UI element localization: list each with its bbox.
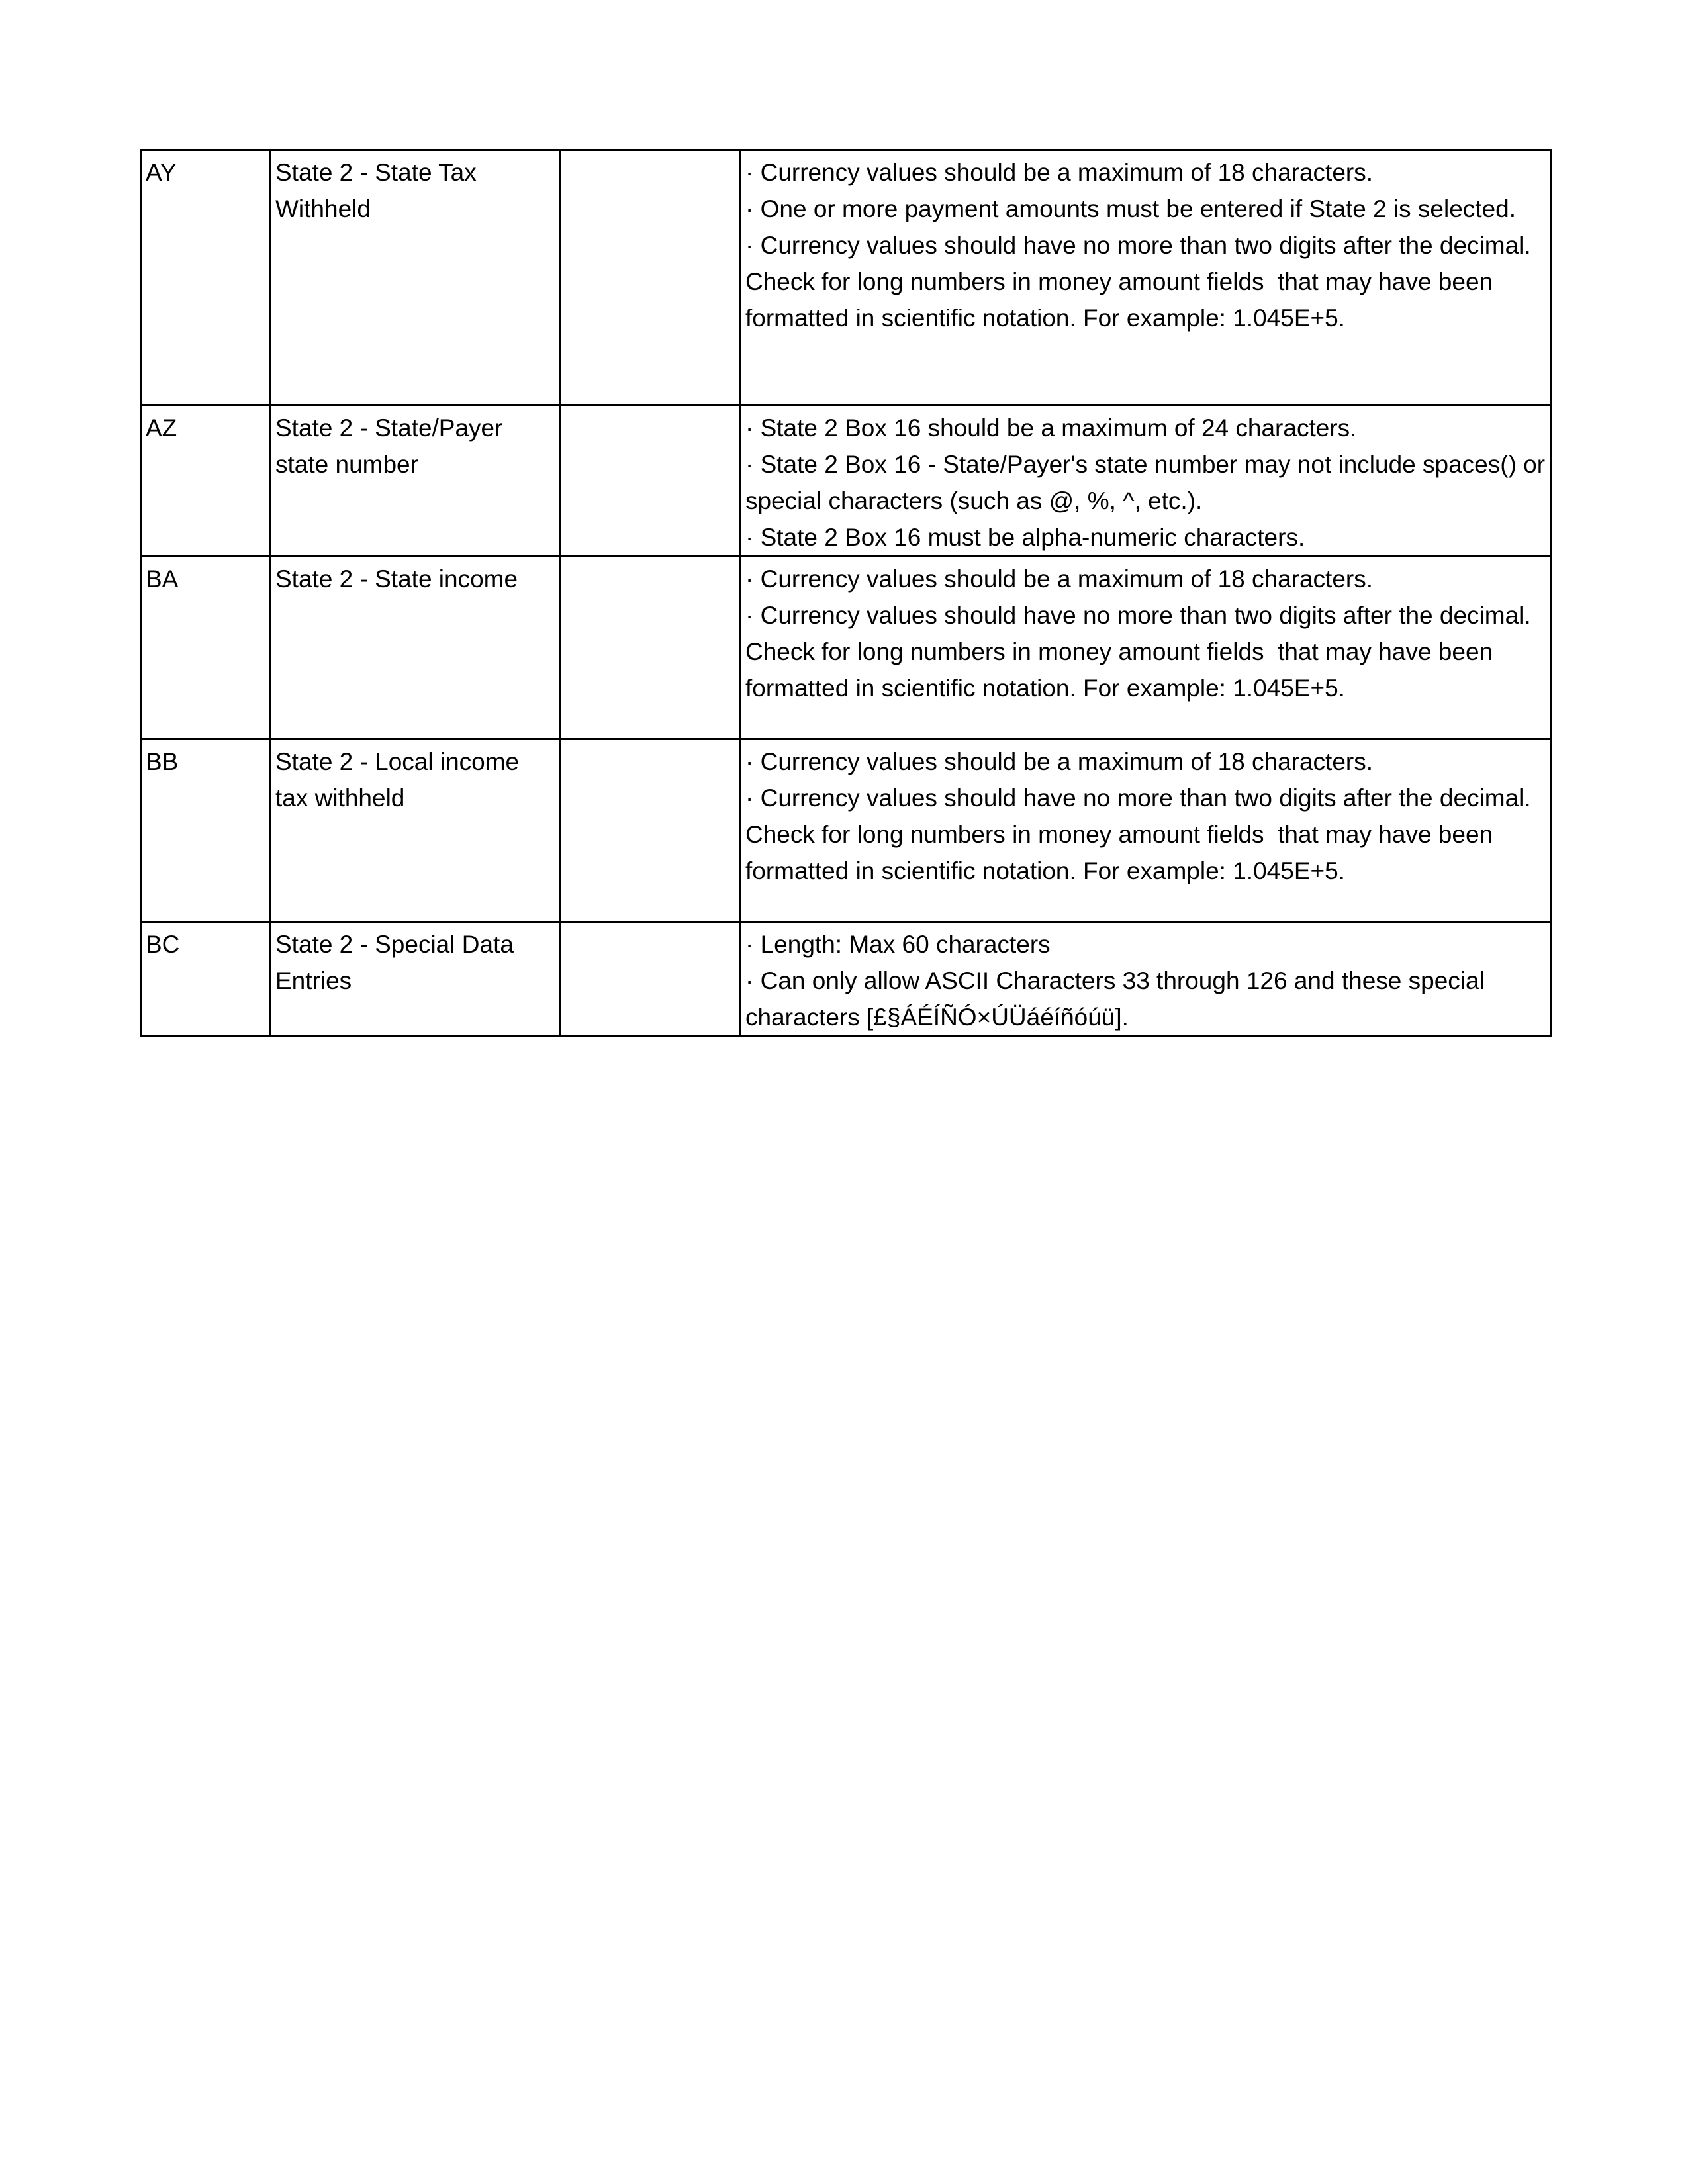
value-cell <box>561 739 741 922</box>
rules-cell <box>741 739 1551 922</box>
rule-item: · State 2 Box 16 must be alpha-numeric characters. <box>745 524 1305 551</box>
column-letter-cell: AZ <box>141 406 271 557</box>
column-letter-cell: BC <box>141 922 271 1037</box>
rule-item: · Currency values should have no more than two digits after the decimal. Check for long numbers in money amount fields that may have been formatted in scientific notation. For example: 1.045E+5. <box>745 602 1538 702</box>
table-row <box>141 150 1551 406</box>
field-name-cell: State 2 - State income <box>271 557 561 739</box>
field-name-cell: State 2 - State/Payer state number <box>271 406 561 557</box>
table-row <box>141 739 1551 922</box>
field-spec-table <box>140 149 1552 1037</box>
field-name-cell: State 2 - Special Data Entries <box>271 922 561 1037</box>
value-cell <box>561 150 741 406</box>
table-row <box>141 922 1551 1037</box>
rule-item: · Currency values should be a maximum of 18 characters. <box>745 565 1374 593</box>
rule-item: · Length: Max 60 characters <box>745 931 1051 958</box>
rule-item: · Can only allow ASCII Characters 33 through 126 and these special characters [£§ÁÉÍÑÓ×ÚÜáéíñóúü]. <box>745 967 1492 1031</box>
rule-item: · State 2 Box 16 should be a maximum of 24 characters. <box>745 414 1357 442</box>
column-letter-cell: BA <box>141 557 271 739</box>
rules-cell <box>741 150 1551 406</box>
column-letter-cell: AY <box>141 150 271 406</box>
rule-item: · One or more payment amounts must be entered if State 2 is selected. <box>745 195 1517 222</box>
rule-item: · Currency values should have no more than two digits after the decimal. Check for long numbers in money amount fields that may have been formatted in scientific notation. For example: 1.045E+5. <box>745 232 1538 332</box>
rules-cell <box>741 406 1551 557</box>
rules-cell <box>741 922 1551 1037</box>
value-cell <box>561 922 741 1037</box>
column-letter-cell: BB <box>141 739 271 922</box>
rule-item: · State 2 Box 16 - State/Payer's state number may not include spaces() or special characters (such as @, %, ^, etc.). <box>745 451 1552 514</box>
rule-item: · Currency values should have no more than two digits after the decimal. Check for long numbers in money amount fields that may have been formatted in scientific notation. For example: 1.045E+5. <box>745 784 1538 884</box>
table-row <box>141 557 1551 739</box>
table-row <box>141 406 1551 557</box>
value-cell <box>561 406 741 557</box>
value-cell <box>561 557 741 739</box>
field-name-cell: State 2 - Local income tax withheld <box>271 739 561 922</box>
field-name-cell: State 2 - State Tax Withheld <box>271 150 561 406</box>
rule-item: · Currency values should be a maximum of 18 characters. <box>745 748 1374 775</box>
rule-item: · Currency values should be a maximum of 18 characters. <box>745 159 1374 186</box>
rules-cell <box>741 557 1551 739</box>
